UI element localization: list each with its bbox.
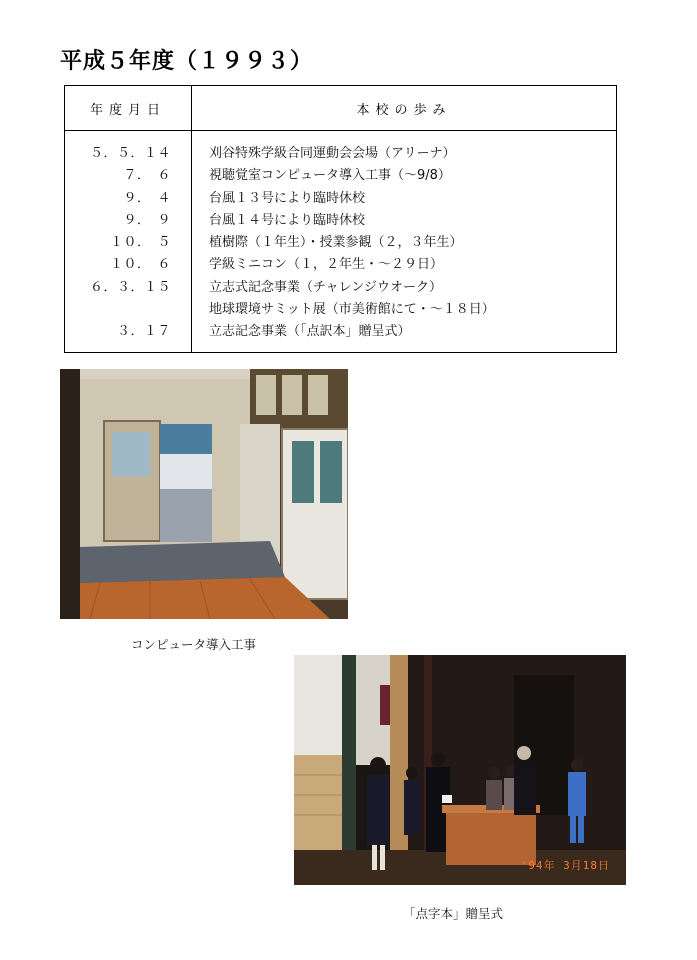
header-date: 年度月日 (89, 103, 166, 118)
table-row (65, 279, 616, 301)
caption-braille-ceremony: 「点字本」贈呈式 (403, 906, 504, 921)
computer-room-image (60, 369, 348, 619)
caption-computer-room: コンピュータ導入工事 (131, 637, 257, 652)
row-event: 地球環境サミット展（市美術館にて・～１８日） (209, 302, 495, 318)
row-date: ７． ６ (123, 168, 171, 184)
table-row (65, 145, 616, 167)
row-date: ９． ９ (123, 212, 171, 228)
table-row (65, 323, 616, 345)
row-date: ６．３．１５ (89, 279, 171, 295)
history-table (64, 85, 617, 353)
row-event: 植樹際（１年生）・授業参観（２，３年生） (209, 235, 463, 251)
photo-computer-room (60, 369, 348, 619)
page-title: 平成５年度（１９９３） (60, 48, 314, 74)
photo-date-stamp: '94年 3月18日 (520, 859, 610, 872)
table-row (65, 234, 616, 256)
row-event: 学級ミニコン（１，２年生・～２９日） (209, 257, 444, 273)
row-event: 視聴覚室コンピュータ導入工事（～9/8） (209, 168, 451, 184)
table-row (65, 256, 616, 278)
header-event: 本校の歩み (356, 103, 452, 118)
row-event: 立志式記念事業（チャレンジウオーク） (209, 279, 442, 295)
header-divider (65, 130, 616, 131)
table-row (65, 167, 616, 189)
photo-braille-ceremony (294, 655, 626, 885)
row-date: ５．５．１４ (89, 146, 171, 161)
braille-ceremony-image (294, 655, 626, 885)
row-date: １０． ６ (109, 257, 171, 273)
row-event: 台風１３号により臨時休校 (209, 190, 366, 206)
table-row (65, 301, 616, 323)
row-event: 刈谷特殊学級合同運動会会場（アリーナ） (209, 146, 456, 161)
table-row (65, 190, 616, 212)
table-body (65, 145, 616, 346)
table-row (65, 212, 616, 234)
row-date: ３．１７ (116, 324, 171, 340)
row-date: ９． ４ (123, 190, 171, 206)
row-date: １０． ５ (109, 235, 171, 251)
row-event: 立志記念事業（「点訳本」贈呈式） (209, 324, 411, 340)
row-event: 台風１４号により臨時休校 (209, 212, 366, 228)
